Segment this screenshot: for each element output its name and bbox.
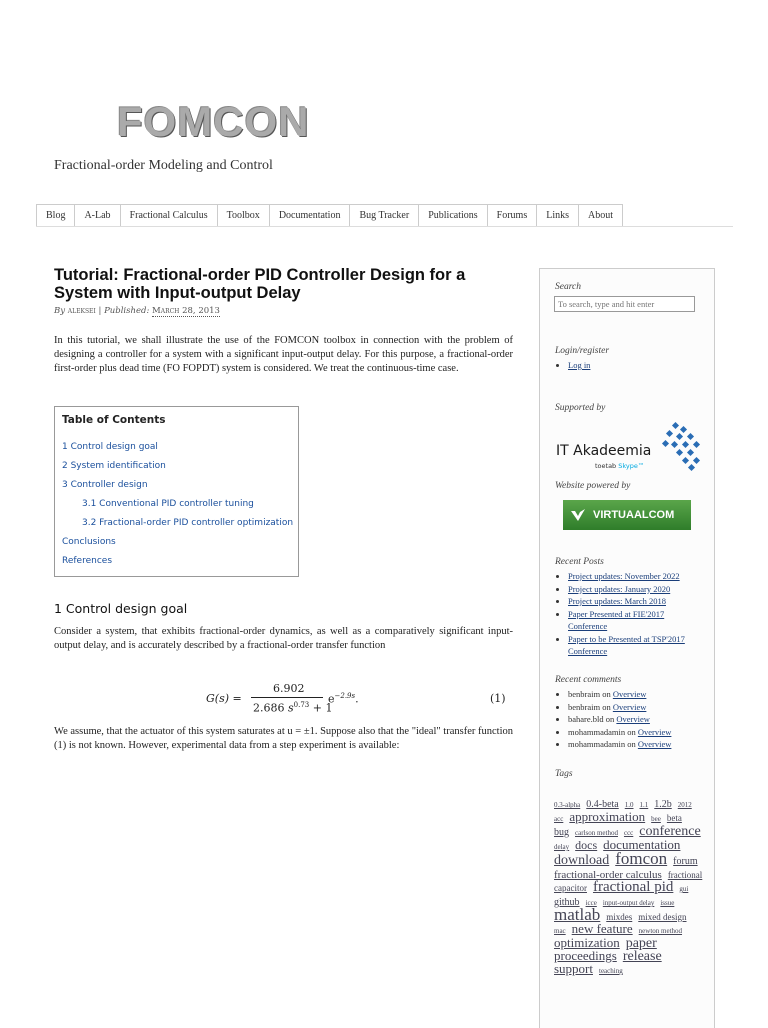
tag-link[interactable]: delay xyxy=(554,843,570,851)
tag-link[interactable]: documentation xyxy=(603,837,681,852)
list-item xyxy=(568,633,703,658)
recent-post-link[interactable]: Project updates: November 2022 xyxy=(568,571,680,581)
tag-link[interactable]: 0.3-alpha xyxy=(554,801,581,809)
by-label: By xyxy=(54,306,66,316)
list-item xyxy=(568,608,703,633)
list-item xyxy=(568,701,715,714)
toc-item[interactable]: 2 System identification xyxy=(62,461,166,471)
tag-link[interactable]: mixdes xyxy=(606,912,633,922)
comment-author: mohammadamin xyxy=(568,739,626,749)
recent-posts-list xyxy=(554,570,703,658)
tag-link[interactable]: github xyxy=(554,897,580,908)
assumption-paragraph: We assume, that the actuator of this system saturates at u = ±1. Suppose also that the "ideal" transfer function (1) is not known. However, experimental data from a step experiment is available: xyxy=(54,726,513,751)
tag-link[interactable]: optimization xyxy=(554,935,620,950)
tag-link[interactable]: 2012 xyxy=(677,801,692,809)
it-akadeemia-logo[interactable] xyxy=(555,421,705,477)
login-link[interactable]: Log in xyxy=(568,360,591,370)
virtuaalcom-icon xyxy=(571,509,585,521)
dot-grid-icon xyxy=(659,421,705,473)
post-author[interactable]: aleksei xyxy=(67,306,96,316)
nav-item-bug-tracker[interactable]: Bug Tracker xyxy=(349,204,419,226)
comment-on-label: on xyxy=(627,726,636,737)
tag-link[interactable]: beta xyxy=(666,813,682,823)
toc-item[interactable]: 1 Control design goal xyxy=(62,442,158,452)
tag-link[interactable]: carlson method xyxy=(575,829,618,837)
list-item xyxy=(568,583,703,596)
tag-link[interactable]: fractional-order calculus xyxy=(554,869,662,881)
comment-on-label: on xyxy=(602,701,611,712)
tag-link[interactable]: teaching xyxy=(599,967,623,975)
table-of-contents xyxy=(54,406,299,577)
tags-title: Tags xyxy=(555,769,573,779)
tag-link[interactable]: docs xyxy=(575,838,598,852)
fraction-bar xyxy=(251,697,323,698)
tag-link[interactable]: proceedings xyxy=(554,948,617,963)
post xyxy=(54,266,513,751)
site-description: Fractional-order Modeling and Control xyxy=(54,158,273,173)
nav-item-a-lab[interactable]: A-Lab xyxy=(74,204,120,226)
tag-link[interactable]: issue xyxy=(660,899,675,907)
tag-link[interactable]: conference xyxy=(639,824,701,839)
equation-denominator: 2.686 $s^{0.73} + 1$ xyxy=(253,701,333,715)
comment-post-link[interactable]: Overview xyxy=(612,701,647,712)
toc-item[interactable]: References xyxy=(62,556,113,566)
comment-post-link[interactable]: Overview xyxy=(637,726,672,737)
supported-by-title: Supported by xyxy=(555,403,606,413)
comment-on-label: on xyxy=(605,714,615,724)
recent-post-link[interactable]: Paper to be Presented at TSP'2017 Conference xyxy=(568,633,685,656)
nav-item-fractional-calculus[interactable]: Fractional Calculus xyxy=(120,204,218,226)
tag-link[interactable]: mac xyxy=(554,927,566,935)
tag-link[interactable]: acc xyxy=(554,815,564,823)
transfer-function-equation xyxy=(54,680,513,720)
login-list xyxy=(554,359,590,372)
tag-link[interactable]: mixed design xyxy=(638,912,687,922)
nav-item-about[interactable]: About xyxy=(578,204,623,226)
tag-link[interactable]: new feature xyxy=(571,921,633,936)
nav-item-toolbox[interactable]: Toolbox xyxy=(217,204,270,226)
tag-link[interactable]: 1.0 xyxy=(624,801,634,809)
tag-link[interactable]: fomcon xyxy=(615,849,668,868)
comment-on-label: on xyxy=(627,739,636,749)
nav-item-publications[interactable]: Publications xyxy=(418,204,487,226)
tag-link[interactable]: fractional capacitor xyxy=(554,870,703,893)
toc-item[interactable]: 3.1 Conventional PID controller tuning xyxy=(82,499,254,509)
tag-link[interactable]: fractional pid xyxy=(592,879,674,895)
nav-item-forums[interactable]: Forums xyxy=(487,204,538,226)
comment-author: benbraim xyxy=(568,689,601,699)
powered-by-title: Website powered by xyxy=(555,481,631,491)
published-label: | Published: xyxy=(98,306,150,316)
comment-post-link[interactable]: Overview xyxy=(637,739,672,749)
list-item xyxy=(568,595,703,608)
nav-item-blog[interactable]: Blog xyxy=(36,204,75,226)
tag-link[interactable]: approximation xyxy=(569,809,646,824)
tag-cloud xyxy=(554,797,704,977)
toc-title: Table of Contents xyxy=(62,414,166,426)
logo-name: IT Akadeemia xyxy=(556,443,652,459)
toc-item[interactable]: 3.2 Fractional-order PID controller optimization xyxy=(82,518,294,528)
tag-link[interactable]: input-output delay xyxy=(602,899,655,907)
tag-link[interactable]: bug xyxy=(554,827,569,838)
recent-post-link[interactable]: Project updates: March 2018 xyxy=(568,596,666,606)
recent-post-link[interactable]: Paper Presented at FIE'2017 Conference xyxy=(568,608,665,631)
equation-number: (1) xyxy=(490,692,506,705)
section-heading: 1 Control design goal xyxy=(54,601,188,616)
list-item xyxy=(568,713,715,726)
tag-link[interactable]: 1.2b xyxy=(654,799,672,810)
search-title: Search xyxy=(555,282,582,292)
equation-numerator: 6.902 xyxy=(273,682,305,695)
recent-posts-title: Recent Posts xyxy=(555,557,604,567)
sidebar xyxy=(539,268,715,1028)
recent-comments-title: Recent comments xyxy=(555,675,622,685)
tag-link[interactable]: 0.4-beta xyxy=(586,799,619,810)
comment-post-link[interactable]: Overview xyxy=(616,714,650,724)
tag-link[interactable]: bee xyxy=(651,815,661,823)
toc-item[interactable]: 3 Controller design xyxy=(62,480,148,490)
list-item xyxy=(568,688,715,701)
section-paragraph: Consider a system, that exhibits fractional-order dynamics, as well as a comparatively significant input-output delay, and is accurately described by a fractional-order transfer function xyxy=(54,626,513,651)
main-nav xyxy=(36,204,733,227)
recent-post-link[interactable]: Project updates: January 2020 xyxy=(568,583,671,594)
comment-author: mohammadamin xyxy=(568,726,626,737)
logo-subtitle: toetab Skype™ xyxy=(595,462,645,470)
virtuaalcom-logo[interactable] xyxy=(563,500,691,530)
login-title: Login/register xyxy=(555,346,610,356)
tag-link[interactable]: matlab xyxy=(554,905,601,924)
tag-link[interactable]: newton method xyxy=(638,927,683,935)
tag-link[interactable]: 1.1 xyxy=(639,801,649,809)
nav-item-documentation[interactable]: Documentation xyxy=(269,204,351,226)
recent-comments-list xyxy=(554,688,715,751)
nav-item-links[interactable]: Links xyxy=(536,204,579,226)
comment-on-label: on xyxy=(602,689,611,699)
list-item xyxy=(568,570,703,583)
tag-link[interactable]: paper xyxy=(625,936,657,951)
tag-link[interactable]: support xyxy=(554,961,593,976)
post-date: March 28, 2013 xyxy=(152,306,220,316)
tag-link[interactable]: icce xyxy=(585,899,597,907)
comment-author: bahare.bld xyxy=(568,714,604,724)
post-byline xyxy=(54,306,513,316)
toc-item[interactable]: Conclusions xyxy=(62,537,116,547)
intro-paragraph: In this tutorial, we shall illustrate the use of the FOMCON toolbox in connection with the problem of designing a controller for a system with a significant input-output delay. For this purpose, a fractional-order first-order plus dead time (FO FOPDT) system is considered. We treat the continuous-time case. xyxy=(54,335,513,374)
nav-list xyxy=(36,204,733,226)
tag-link[interactable]: forum xyxy=(673,856,698,867)
comment-author: benbraim xyxy=(568,701,601,712)
tag-link[interactable]: ccc xyxy=(623,829,634,837)
tag-link[interactable]: download xyxy=(554,853,610,868)
post-title[interactable]: Tutorial: Fractional-order PID Controller Design for a System with Input-output Delay xyxy=(54,266,466,302)
logo-text: VIRTUAALCOM xyxy=(593,509,675,521)
list-item xyxy=(568,359,590,372)
tag-link[interactable]: release xyxy=(622,949,662,964)
comment-post-link[interactable]: Overview xyxy=(612,689,647,699)
search-input[interactable] xyxy=(554,296,695,312)
equation-exponential: $e^{-2.9s}$. xyxy=(328,692,359,706)
tag-link[interactable]: gui xyxy=(679,885,689,893)
site-title[interactable]: FOMCON xyxy=(117,98,310,145)
list-item xyxy=(568,726,715,739)
list-item xyxy=(568,738,715,751)
equation-lhs: G(s) = xyxy=(206,692,242,705)
